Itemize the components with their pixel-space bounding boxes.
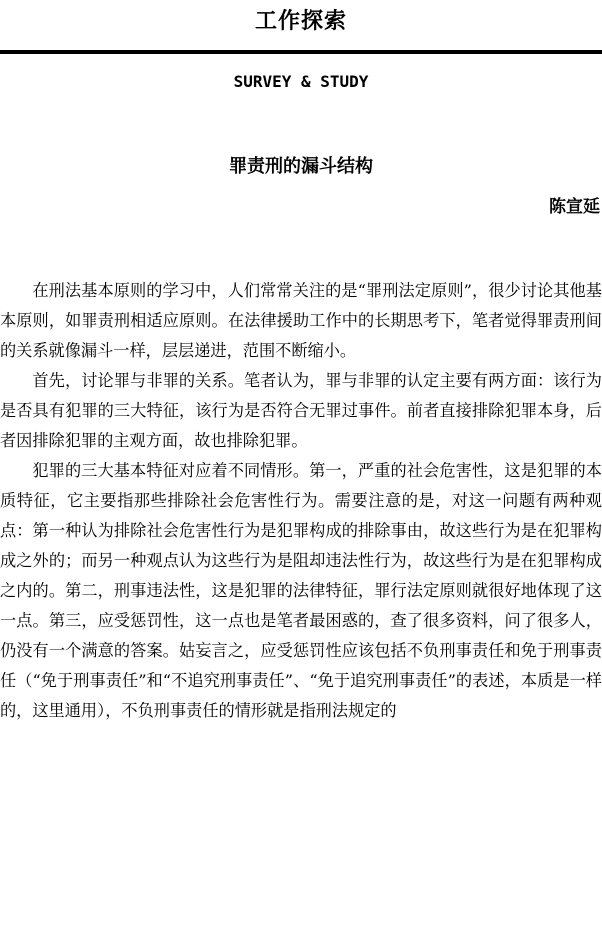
section-subtitle: SURVEY & STUDY bbox=[233, 72, 369, 91]
header-rule bbox=[0, 50, 602, 54]
paragraph: 在刑法基本原则的学习中，人们常常关注的是“罪刑法定原则”，很少讨论其他基本原则，如罪责刑相适应原则。在法律援助工作中的长期思考下，笔者觉得罪责刑间的关系就像漏斗一样，层层递进，范围不断缩小。 bbox=[0, 281, 602, 360]
paragraph: 首先，讨论罪与非罪的关系。笔者认为，罪与非罪的认定主要有两方面：该行为是否具有犯罪的三大特征，该行为是否符合无罪过事件。前者直接排除犯罪本身，后者因排除犯罪的主观方面，故也排除犯罪。 bbox=[0, 371, 602, 450]
article-author: 陈宣延 bbox=[549, 197, 600, 217]
section-title: 工作探索 bbox=[254, 9, 347, 34]
article-body bbox=[0, 276, 602, 726]
paragraph: 犯罪的三大基本特征对应着不同情形。第一，严重的社会危害性，这是犯罪的本质特征，它主要指那些排除社会危害性行为。需要注意的是，对这一问题有两种观点：第一种认为排除社会危害性行为是犯罪构成的排除事由，故这些行为是在犯罪构成之外的；而另一种观点认为这些行为是阻却违法性行为，故这些行为是在犯罪构成之内的。第二，刑事违法性，这是犯罪的法律特征，罪行法定原则就很好地体现了这一点。第三，应受惩罚性，这一点也是笔者最困惑的，查了很多资料，问了很多人，仍没有一个满意的答案。姑妄言之，应受惩罚性应该包括不负刑事责任和免于刑事责任（“免于刑事责任”和“不追究刑事责任”、“免于追究刑事责任”的表述，本质是一样的，这里通用），不负刑事责任的情形就是指刑法规定的 bbox=[0, 461, 602, 720]
article-title: 罪责刑的漏斗结构 bbox=[229, 156, 373, 177]
